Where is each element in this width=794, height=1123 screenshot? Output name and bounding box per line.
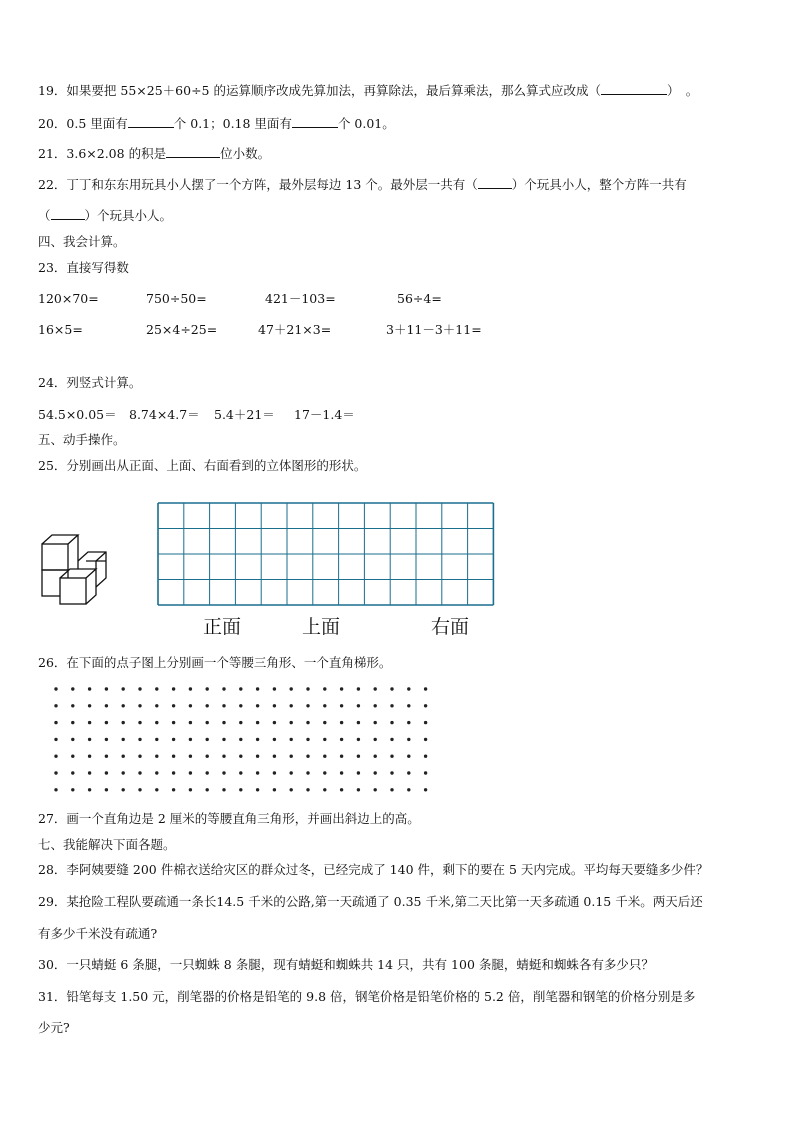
q20-text-c: 个 0.01。 [337, 116, 395, 131]
grid-dot [390, 721, 393, 724]
grid-dot [256, 721, 259, 724]
grid-dot [273, 721, 276, 724]
grid-dot [290, 771, 293, 774]
grid-dot [54, 687, 57, 690]
question-22-line2 [38, 208, 172, 224]
grid-dot [122, 788, 125, 791]
grid-dot [323, 721, 326, 724]
q23-item: 25×4÷25= [146, 322, 218, 337]
grid-dot [390, 704, 393, 707]
grid-dot [290, 788, 293, 791]
grid-dot [155, 704, 158, 707]
q23-item: 421－103= [265, 291, 336, 306]
q24-item: 54.5×0.05＝ [38, 407, 117, 422]
grid-dot [88, 788, 91, 791]
q20-text-a: 20．0.5 里面有 [38, 116, 128, 131]
grid-dot [172, 721, 175, 724]
grid-dot [189, 788, 192, 791]
q23-item: 56÷4= [397, 291, 442, 306]
grid-dot [357, 687, 360, 690]
grid-dot [206, 721, 209, 724]
grid-dot [424, 755, 427, 758]
grid-dot [172, 788, 175, 791]
grid-dot [222, 687, 225, 690]
grid-dot [424, 738, 427, 741]
q23-title: 23．直接写得数 [38, 260, 129, 275]
grid-dot [138, 704, 141, 707]
grid-dot [256, 738, 259, 741]
dot-grid[interactable] [50, 684, 435, 792]
grid-dot [222, 755, 225, 758]
grid-dot [172, 704, 175, 707]
grid-dot [290, 755, 293, 758]
q21-text-b: 位小数。 [220, 146, 271, 161]
grid-dot [138, 721, 141, 724]
grid-dot [155, 738, 158, 741]
grid-dot [323, 788, 326, 791]
grid-dot [189, 704, 192, 707]
grid-dot [189, 721, 192, 724]
grid-dot [122, 738, 125, 741]
q25-title: 25．分别画出从正面、上面、右面看到的立体图形的形状。 [38, 458, 367, 473]
question-19 [38, 83, 698, 99]
section-7-heading: 七、我能解决下面各题。 [38, 837, 176, 852]
grid-dot [374, 721, 377, 724]
question-20 [38, 116, 395, 132]
grid-dot [374, 771, 377, 774]
grid-dot [54, 738, 57, 741]
face-label-right: 右面 [431, 616, 470, 638]
grid-dot [306, 771, 309, 774]
grid-dot [71, 721, 74, 724]
face-label-top: 上面 [302, 616, 341, 638]
grid-dot [222, 771, 225, 774]
question-29-line2: 有多少千米没有疏通? [38, 926, 158, 941]
grid-dot [273, 738, 276, 741]
grid-dot [340, 721, 343, 724]
q20-blank-1[interactable] [128, 116, 174, 128]
grid-dot [138, 788, 141, 791]
grid-dot [239, 687, 242, 690]
grid-dot [273, 788, 276, 791]
question-22-line1 [38, 177, 687, 193]
grid-dot [374, 704, 377, 707]
grid-dot [273, 755, 276, 758]
grid-dot [323, 738, 326, 741]
grid-dot [273, 771, 276, 774]
grid-dot [390, 738, 393, 741]
grid-dot [88, 755, 91, 758]
q19-prefix: 19．如果要把 55×25＋60÷5 的运算顺序改成先算加法，再算除法，最后算乘法，那么算式应改成（ [38, 83, 601, 98]
grid-dot [407, 788, 410, 791]
grid-dot [138, 687, 141, 690]
q22-text-d: ）个玩具小人。 [84, 208, 173, 223]
grid-dot [290, 738, 293, 741]
grid-dot [407, 755, 410, 758]
cube-stack-figure [38, 532, 110, 608]
grid-dot [122, 704, 125, 707]
q24-item: 8.74×4.7＝ [129, 407, 200, 422]
grid-dot [306, 788, 309, 791]
grid-dot [88, 687, 91, 690]
grid-dot [189, 771, 192, 774]
question-29-line1: 29．某抢险工程队要疏通一条长14.5 千米的公路,第一天疏通了 0.35 千米,第二天比第一天多疏通 0.15 千米。两天后还 [38, 894, 703, 909]
grid-dot [155, 771, 158, 774]
grid-dot [172, 771, 175, 774]
grid-dot [390, 687, 393, 690]
grid-dot [256, 687, 259, 690]
grid-dot [71, 687, 74, 690]
grid-dot [357, 771, 360, 774]
grid-dot [172, 738, 175, 741]
grid-dot [88, 704, 91, 707]
grid-dot [256, 704, 259, 707]
grid-dot [407, 771, 410, 774]
grid-dot [206, 687, 209, 690]
grid-dot [273, 704, 276, 707]
grid-dot [206, 704, 209, 707]
q26-title: 26．在下面的点子图上分别画一个等腰三角形、一个直角梯形。 [38, 655, 392, 670]
question-30: 30．一只蜻蜓 6 条腿，一只蜘蛛 8 条腿，现有蜻蜓和蜘蛛共 14 只，共有 100 条腿，蜻蜓和蜘蛛各有多少只？ [38, 957, 654, 972]
grid-dot [71, 788, 74, 791]
section-5-heading: 五、动手操作。 [38, 432, 126, 447]
drawing-grid[interactable] [157, 502, 495, 608]
grid-dot [54, 704, 57, 707]
grid-dot [323, 755, 326, 758]
grid-dot [239, 771, 242, 774]
grid-dot [239, 721, 242, 724]
grid-dot [88, 771, 91, 774]
q21-blank[interactable] [166, 146, 220, 158]
grid-dot [189, 755, 192, 758]
grid-dot [206, 755, 209, 758]
grid-dot [122, 771, 125, 774]
q22-blank-2[interactable] [51, 208, 85, 220]
grid-dot [256, 755, 259, 758]
grid-dot [357, 788, 360, 791]
q22-blank-1[interactable] [478, 177, 512, 189]
q20-text-b: 个 0.1；0.18 里面有 [173, 116, 292, 131]
grid-dot [54, 771, 57, 774]
face-label-front: 正面 [203, 616, 242, 638]
grid-dot [105, 738, 108, 741]
grid-dot [357, 738, 360, 741]
grid-dot [88, 738, 91, 741]
q19-suffix: ） 。 [666, 83, 699, 98]
grid-dot [357, 755, 360, 758]
q24-item: 5.4＋21＝ [214, 407, 275, 422]
q20-blank-2[interactable] [292, 116, 338, 128]
question-28: 28．李阿姨要缝 200 件棉衣送给灾区的群众过冬，已经完成了 140 件，剩下的要在 5 天内完成。平均每天要缝多少件？ [38, 862, 709, 877]
grid-dot [222, 704, 225, 707]
grid-dot [340, 788, 343, 791]
grid-dot [105, 755, 108, 758]
grid-dot [390, 755, 393, 758]
grid-dot [424, 687, 427, 690]
grid-dot [189, 687, 192, 690]
grid-dot [155, 755, 158, 758]
grid-dot [71, 755, 74, 758]
grid-dot [206, 788, 209, 791]
grid-dot [122, 721, 125, 724]
q23-item: 3＋11－3＋11= [386, 322, 482, 337]
grid-dot [340, 738, 343, 741]
grid-dot [239, 704, 242, 707]
grid-dot [306, 738, 309, 741]
grid-dot [54, 755, 57, 758]
q24-item: 17－1.4＝ [294, 407, 355, 422]
grid-dot [172, 755, 175, 758]
grid-dot [105, 721, 108, 724]
grid-dot [306, 755, 309, 758]
q22-text-b: ）个玩具小人，整个方阵一共有 [511, 177, 687, 192]
grid-dot [374, 788, 377, 791]
grid-dot [256, 771, 259, 774]
grid-dot [424, 721, 427, 724]
grid-dot [155, 721, 158, 724]
question-31-line1: 31．铅笔每支 1.50 元，削笔器的价格是铅笔的 9.8 倍，钢笔价格是铅笔价格的 5.2 倍，削笔器和钢笔的价格分别是多 [38, 989, 696, 1004]
grid-dot [239, 738, 242, 741]
grid-dot [138, 771, 141, 774]
grid-dot [122, 687, 125, 690]
grid-dot [340, 704, 343, 707]
grid-dot [357, 721, 360, 724]
grid-dot [323, 704, 326, 707]
grid-dot [273, 687, 276, 690]
grid-dot [155, 687, 158, 690]
grid-dot [71, 771, 74, 774]
grid-dot [222, 788, 225, 791]
q22-text-a: 22．丁丁和东东用玩具小人摆了一个方阵，最外层每边 13 个。最外层一共有（ [38, 177, 478, 192]
grid-dot [407, 704, 410, 707]
grid-dot [374, 755, 377, 758]
grid-dot [290, 721, 293, 724]
grid-dot [189, 738, 192, 741]
grid-dot [374, 687, 377, 690]
grid-dot [306, 721, 309, 724]
grid-dot [340, 771, 343, 774]
q24-title: 24．列竖式计算。 [38, 375, 142, 390]
grid-dot [54, 721, 57, 724]
grid-dot [256, 788, 259, 791]
q22-text-c: （ [38, 208, 51, 223]
grid-dot [172, 687, 175, 690]
grid-dot [138, 738, 141, 741]
grid-dot [71, 704, 74, 707]
grid-dot [424, 788, 427, 791]
grid-dot [138, 755, 141, 758]
grid-dot [222, 721, 225, 724]
grid-dot [88, 721, 91, 724]
grid-dot [374, 738, 377, 741]
grid-dot [105, 788, 108, 791]
grid-dot [206, 738, 209, 741]
grid-dot [206, 771, 209, 774]
grid-dot [407, 687, 410, 690]
grid-dot [239, 788, 242, 791]
grid-dot [357, 704, 360, 707]
grid-dot [424, 771, 427, 774]
q23-item: 120×70= [38, 291, 99, 306]
grid-dot [390, 788, 393, 791]
q21-text-a: 21．3.6×2.08 的积是 [38, 146, 167, 161]
grid-dot [155, 788, 158, 791]
question-21 [38, 146, 270, 162]
q23-item: 47＋21×3= [258, 322, 332, 337]
grid-dot [222, 738, 225, 741]
q23-item: 750÷50= [146, 291, 207, 306]
q27-title: 27．画一个直角边是 2 厘米的等腰直角三角形，并画出斜边上的高。 [38, 811, 420, 826]
grid-dot [323, 771, 326, 774]
grid-dot [407, 721, 410, 724]
grid-dot [105, 771, 108, 774]
q23-item: 16×5= [38, 322, 83, 337]
grid-dot [424, 704, 427, 707]
grid-dot [105, 704, 108, 707]
grid-dot [290, 704, 293, 707]
grid-dot [306, 704, 309, 707]
grid-dot [290, 687, 293, 690]
grid-dot [306, 687, 309, 690]
grid-dot [390, 771, 393, 774]
grid-dot [407, 738, 410, 741]
grid-dot [54, 788, 57, 791]
section-4-heading: 四、我会计算。 [38, 234, 126, 249]
grid-dot [340, 687, 343, 690]
grid-dot [239, 755, 242, 758]
q19-answer-blank[interactable] [601, 83, 667, 95]
grid-dot [323, 687, 326, 690]
grid-dot [340, 755, 343, 758]
grid-dot [122, 755, 125, 758]
question-31-line2: 少元? [38, 1020, 70, 1035]
grid-dot [71, 738, 74, 741]
grid-dot [105, 687, 108, 690]
